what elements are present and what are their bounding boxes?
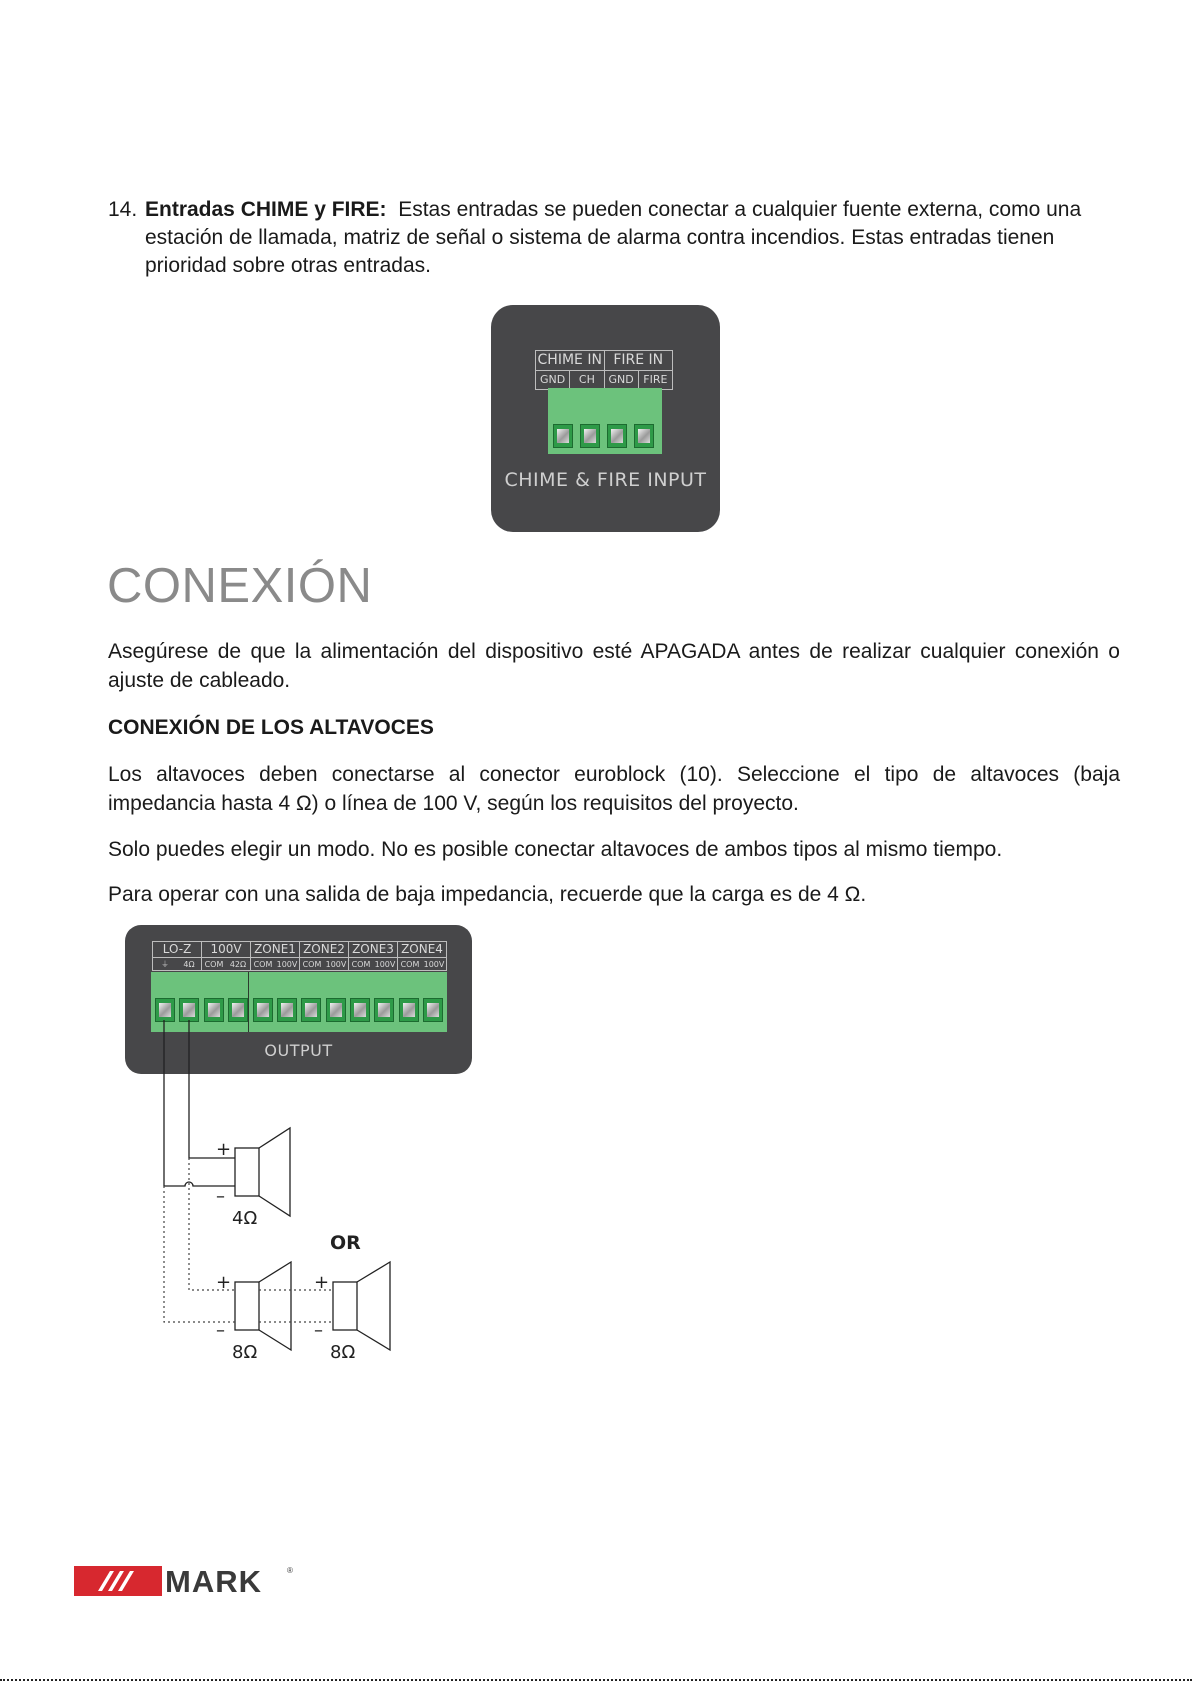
speaker-8ohm-b-cone <box>357 1262 390 1350</box>
fire-in-label: FIRE IN <box>613 352 664 368</box>
terminal-label-gnd-1: GND <box>536 371 570 389</box>
minus-sign: – <box>216 1186 225 1207</box>
group-name: LO-Z <box>153 942 201 958</box>
mark-logo <box>74 1564 296 1599</box>
group-name: ZONE4 <box>398 942 446 958</box>
item-number: 14. <box>108 198 138 221</box>
group-name: ZONE3 <box>349 942 397 958</box>
minus-sign: – <box>216 1320 225 1341</box>
wire-plus-4ohm <box>189 1020 235 1158</box>
terminal-label-ch: CH <box>570 371 604 389</box>
group-sub: COM <box>400 960 420 969</box>
group-sub: 4Ω <box>183 960 195 969</box>
group-sub: COM <box>253 960 273 969</box>
group-name: ZONE1 <box>251 942 299 958</box>
speaker-4ohm-label: 4Ω <box>232 1208 258 1229</box>
mark-logo-word: MARK <box>165 1564 262 1599</box>
group-sub: COM <box>302 960 322 969</box>
plus-sign: + <box>216 1272 232 1293</box>
paragraph-2: Solo puedes elegir un modo. No es posible conectar altavoces de ambos tipos al mismo tiempo. <box>108 838 1003 861</box>
speaker-8ohm-a-label: 8Ω <box>232 1342 258 1363</box>
speaker-8ohm-a-body <box>235 1282 259 1330</box>
group-sub: 100V <box>325 960 347 969</box>
group-sub: 100V <box>276 960 298 969</box>
footer-divider <box>0 1679 1192 1681</box>
or-label: OR <box>330 1232 361 1254</box>
group-name: 100V <box>202 942 250 958</box>
registered-mark: ® <box>287 1566 293 1575</box>
section-heading: CONEXIÓN <box>107 559 373 613</box>
item-text: Estas entradas se pueden conectar a cualquier fuente externa, como una estación de llamada, matriz de señal o sistema de alarma contra incendios. Estas entradas tienen prioridad sobre otras entradas. <box>145 198 1082 277</box>
speaker-8ohm-b-label: 8Ω <box>330 1342 356 1363</box>
intro-paragraph: Asegúrese de que la alimentación del dispositivo esté APAGADA antes de realizar cualquier conexión o ajuste de cableado. <box>108 640 1120 692</box>
item-title: Entradas CHIME y FIRE: <box>145 198 387 221</box>
terminal-label-fire: FIRE <box>643 373 668 386</box>
speaker-4ohm-cone <box>259 1128 290 1216</box>
group-sub: COM <box>351 960 371 969</box>
speaker-4ohm-body <box>235 1148 259 1196</box>
minus-sign: – <box>314 1320 323 1341</box>
chime-in-label: CHIME IN <box>536 351 605 370</box>
chime-fire-panel-title: CHIME & FIRE INPUT <box>504 469 707 491</box>
paragraph-3: Para operar con una salida de baja impedancia, recuerde que la carga es de 4 Ω. <box>108 883 867 906</box>
group-sub: 100V <box>374 960 396 969</box>
speaker-8ohm-b-body <box>333 1282 357 1330</box>
wire-minus-4ohm <box>164 1020 235 1186</box>
group-sub: 42Ω <box>229 960 247 969</box>
group-name: ZONE2 <box>300 942 348 958</box>
plus-sign: + <box>314 1272 330 1293</box>
terminal-label-gnd-2: GND <box>605 371 639 389</box>
wire-plus-8ohm <box>189 1158 235 1290</box>
subheading: CONEXIÓN DE LOS ALTAVOCES <box>108 716 434 739</box>
ground-icon: ⏚ <box>161 960 169 969</box>
paragraph-1: Los altavoces deben conectarse al conector euroblock (10). Seleccione el tipo de altavoces (baja impedancia hasta 4 Ω) o línea de 100 V, según los requisitos del proyecto. <box>108 763 1120 815</box>
speaker-8ohm-a-cone <box>259 1262 291 1350</box>
output-panel-title: OUTPUT <box>264 1041 333 1060</box>
group-sub: 100V <box>423 960 445 969</box>
plus-sign: + <box>216 1139 232 1160</box>
group-sub: COM <box>204 960 224 969</box>
mark-logo-stripes-icon <box>74 1566 162 1596</box>
